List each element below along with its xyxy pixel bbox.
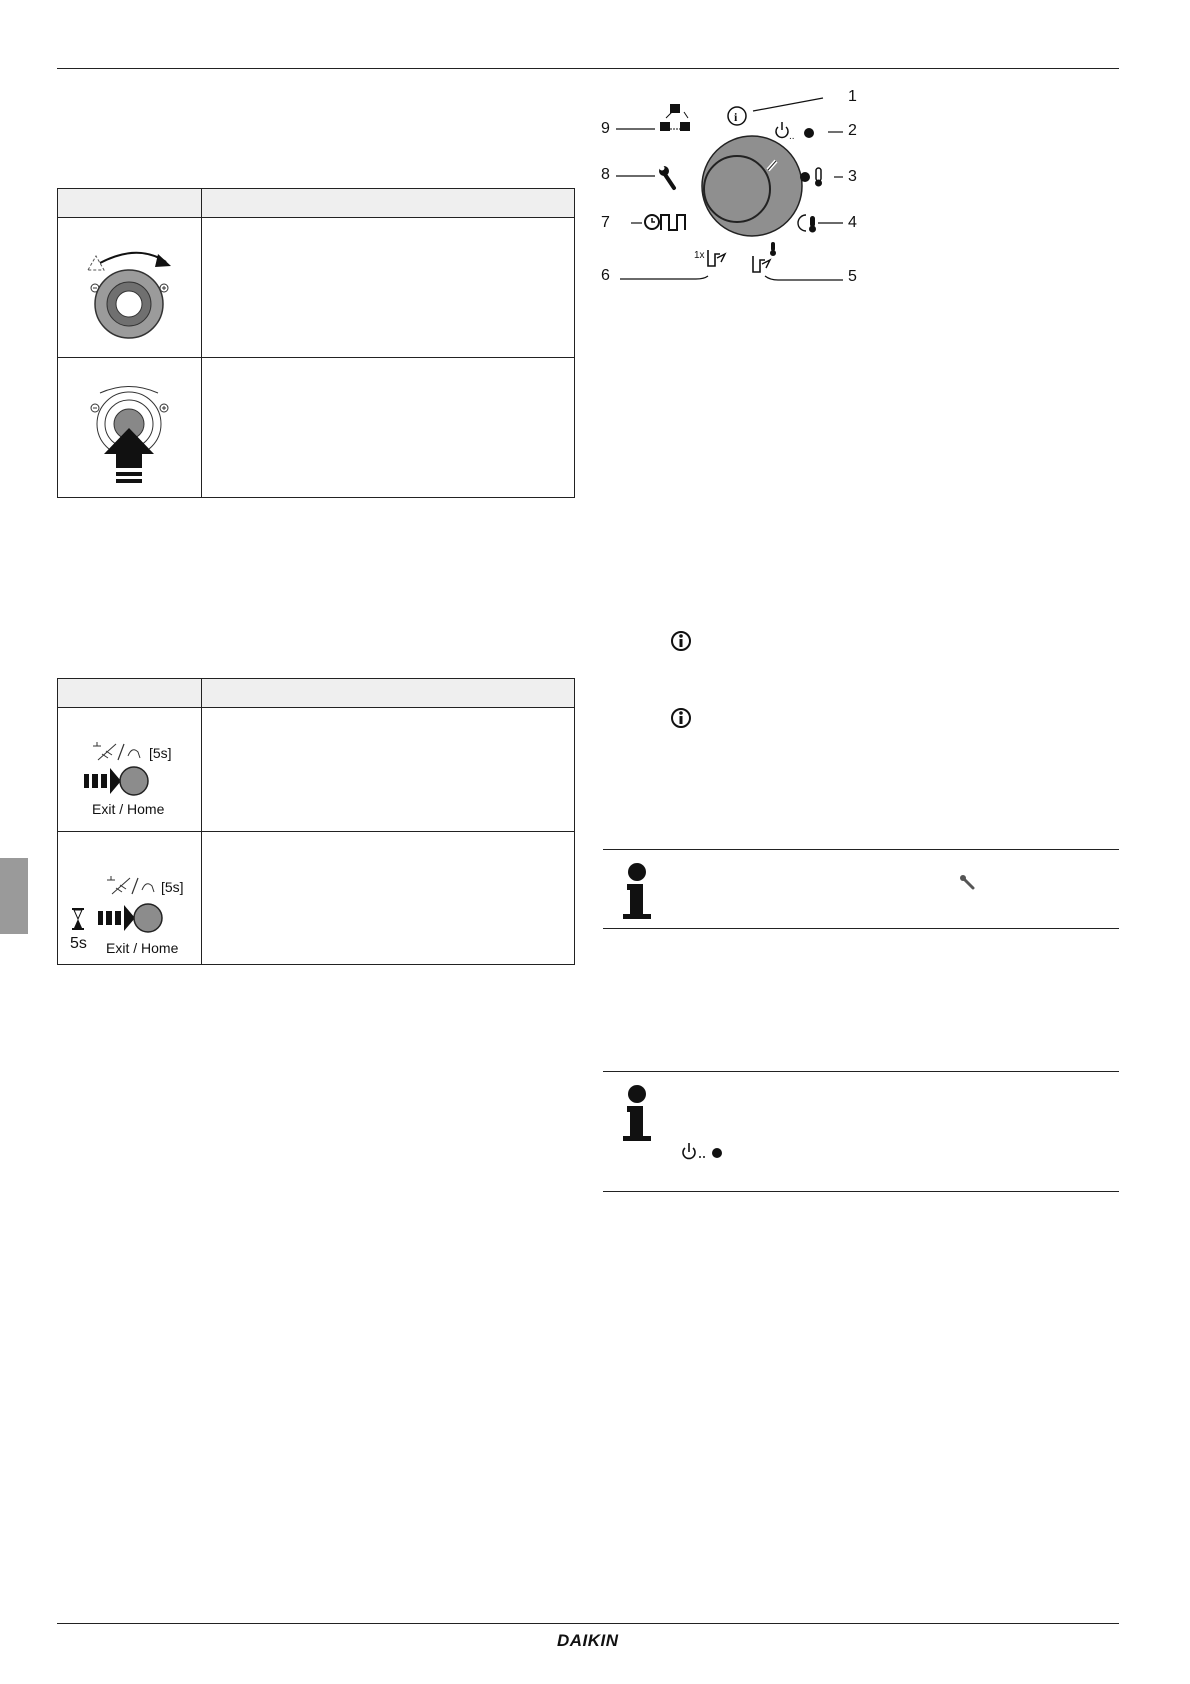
table-cell — [202, 832, 575, 965]
information-note — [603, 849, 1119, 929]
table-header-cell — [202, 679, 575, 708]
table-row — [58, 218, 575, 358]
hold-time-label: 5s — [70, 935, 87, 952]
svg-text:1x: 1x — [694, 250, 705, 261]
callout-2: 2 — [848, 122, 857, 139]
exit-home-hold-button-icon — [58, 832, 202, 965]
table-header — [58, 679, 575, 708]
duration-label: [5s] — [149, 745, 172, 761]
table-cell — [202, 358, 575, 498]
callout-5: 5 — [848, 268, 857, 285]
header-rule — [57, 68, 1119, 69]
exit-home-caption: Exit / Home — [92, 801, 165, 817]
callout-9: 9 — [601, 120, 610, 137]
table-row — [58, 708, 575, 832]
info-icon — [670, 630, 692, 657]
exit-home-button-icon — [58, 708, 202, 832]
callout-6: 6 — [601, 267, 610, 284]
info-icon — [670, 707, 692, 734]
callout-7: 7 — [601, 214, 610, 231]
information-note — [603, 1071, 1119, 1192]
chapter-tab — [0, 858, 28, 934]
information-icon — [619, 1084, 655, 1147]
callout-4: 4 — [848, 214, 857, 231]
standby-heating-icon — [681, 1142, 733, 1167]
callout-3: 3 — [848, 168, 857, 185]
exit-home-caption: Exit / Home — [106, 940, 179, 956]
svg-text:..: .. — [789, 131, 795, 142]
dial-operation-table — [57, 188, 575, 498]
duration-label: [5s] — [161, 879, 184, 895]
table-cell — [202, 708, 575, 832]
callout-8: 8 — [601, 166, 610, 183]
brand-logo: DAIKIN — [557, 1631, 619, 1650]
table-header-cell — [202, 189, 575, 218]
information-icon — [619, 862, 655, 925]
turn-dial-icon — [58, 218, 202, 358]
rotary-dial-diagram — [600, 84, 870, 294]
table-row — [58, 832, 575, 965]
table-row — [58, 358, 575, 498]
callout-1: 1 — [848, 88, 857, 105]
table-cell — [202, 218, 575, 358]
svg-text:i: i — [734, 110, 738, 124]
push-dial-icon — [58, 358, 202, 498]
footer-rule — [57, 1623, 1119, 1624]
table-header-cell — [58, 679, 202, 708]
table-header-cell — [58, 189, 202, 218]
table-header — [58, 189, 575, 218]
exit-home-table — [57, 678, 575, 965]
wrench-icon — [959, 874, 977, 897]
